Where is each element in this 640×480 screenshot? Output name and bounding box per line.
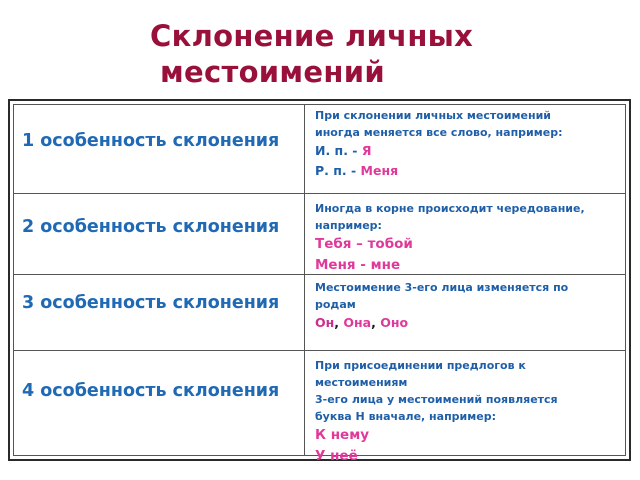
- row-4-example-1: К нему: [315, 427, 370, 443]
- row-3-label: 3 особенность склонения: [22, 293, 280, 313]
- row-2-text-2: например:: [315, 219, 382, 232]
- table-inner-frame: [13, 104, 626, 464]
- row-2-example-1: Тебя – тобой: [315, 236, 413, 252]
- row-divider-3: [14, 350, 625, 351]
- row-4-content: [315, 357, 630, 467]
- row-3-word-3: Оно: [380, 315, 409, 330]
- row-2-text-1: Иногда в корне происходит чередование,: [315, 202, 585, 215]
- row-3-text-2: родам: [315, 298, 356, 311]
- row-4-text-1: При присоединении предлогов к: [315, 359, 526, 372]
- row-1-example-1-prefix: И. п. -: [315, 143, 362, 158]
- row-3-word-1: Он: [315, 315, 335, 330]
- row-1-content: [315, 107, 630, 181]
- row-2-example-2: Меня - мне: [315, 257, 401, 273]
- row-1-example-2-prefix: Р. п. -: [315, 163, 361, 178]
- row-3-sep-1: ,: [334, 315, 344, 330]
- row-2-label: 2 особенность склонения: [22, 217, 280, 237]
- row-1-text-1: При склонении личных местоимений: [315, 109, 551, 122]
- row-3-sep-2: ,: [371, 315, 381, 330]
- row-4-text-4: буква Н вначале, например:: [315, 410, 496, 423]
- column-divider: [304, 105, 305, 455]
- row-4-text-2: местоимениям: [315, 376, 408, 389]
- row-4-label: 4 особенность склонения: [22, 381, 280, 401]
- title-line-1: Склонение личных: [150, 19, 474, 53]
- row-3-word-2: Она: [343, 315, 372, 330]
- row-3-content: [315, 279, 630, 333]
- row-1-label: 1 особенность склонения: [22, 131, 280, 151]
- title-line-2: местоимений: [160, 55, 385, 89]
- row-4-text-3: 3-его лица у местоимений появляется: [315, 393, 558, 406]
- row-3-text-1: Местоимение 3-его лица изменяется по: [315, 281, 569, 294]
- row-1-example-1: [315, 141, 630, 161]
- row-1-example-2-word: Меня: [360, 163, 399, 178]
- row-2-content: [315, 200, 630, 276]
- row-3-examples: [315, 313, 630, 333]
- row-1-example-1-word: Я: [361, 143, 372, 158]
- row-4-example-2: У неё: [315, 448, 358, 464]
- row-1-text-2: иногда меняется все слово, например:: [315, 126, 563, 139]
- row-divider-1: [14, 193, 625, 194]
- declension-table: [8, 99, 631, 464]
- row-1-example-2: [315, 161, 630, 181]
